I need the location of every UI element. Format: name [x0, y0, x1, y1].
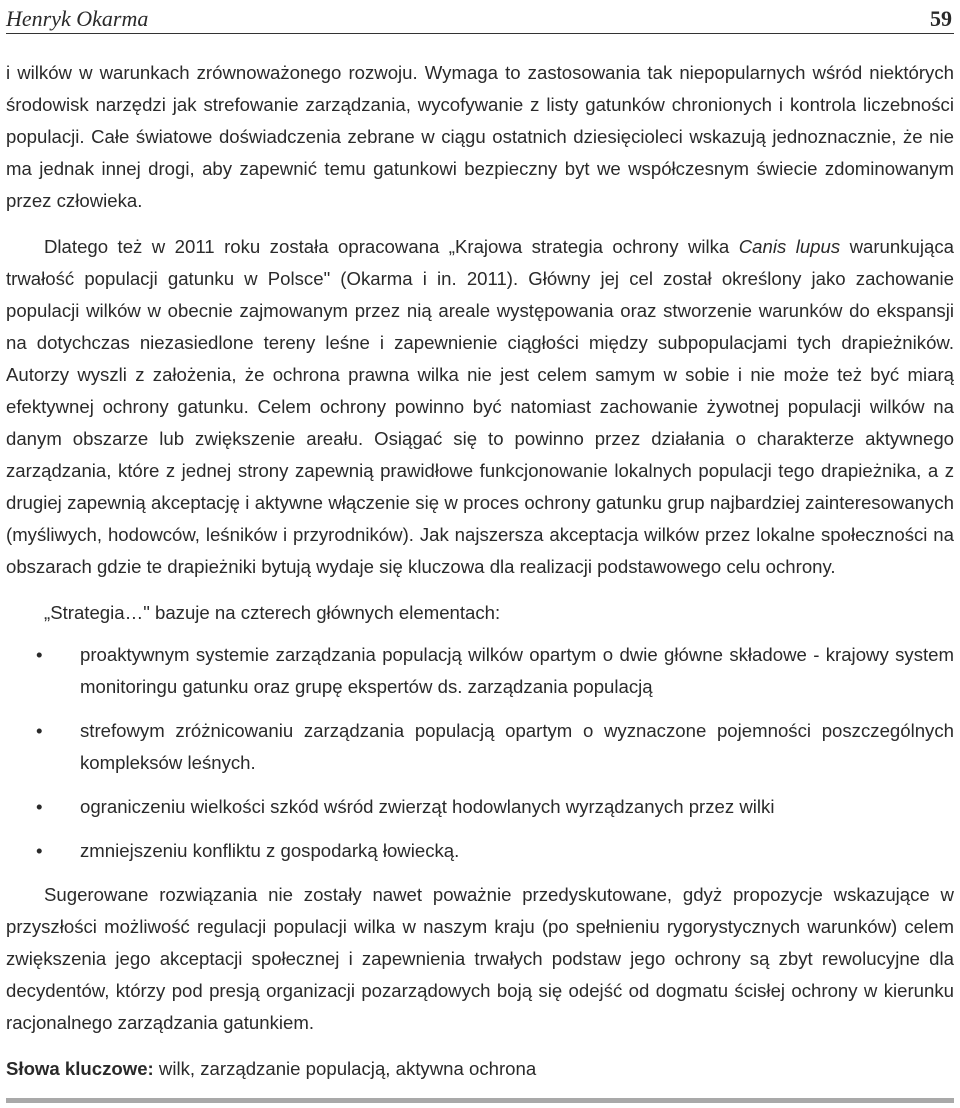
list-item — [6, 639, 954, 703]
running-header — [6, 2, 952, 32]
list-item — [6, 715, 954, 779]
paragraph-continuation: i wilków w warunkach zrównoważonego rozwoju. Wymaga to zastosowania tak niepopularnych wśród niektórych środowisk narzędzi jak strefowanie zarządzania, wycofywanie z listy gatunków chronionych i kontrola liczebności populacji. Całe światowe doświadczenia zebrane w ciągu ostatnich dziesięcioleci wskazują jednoznacznie, że nie ma jednak innej drogi, aby zapewnić temu gatunkowi bezpieczny byt we współczesnym świecie zdominowanym przez człowieka. — [6, 62, 954, 211]
bullet-marker: • — [36, 720, 43, 741]
paragraph-strategy-rest: warunkująca trwałość populacji gatunku w Polsce" (Okarma i in. 2011). Główny jej cel został określony jako zachowanie populacji wilków w obecnie zajmowanym przez nią areale występowania oraz stworzenie warunków do ekspansji na dotychczas niezasiedlone tereny leśne i zapewnienie ciągłości między subpopulacjami tych drapieżników. Autorzy wyszli z założenia, że ochrona prawna wilka nie jest celem samym w sobie i nie może też być miarą efektywnej ochrony gatunku. Celem ochrony powinno być natomiast zachowanie żywotnej populacji wilków na danym obszarze lub zwiększenie areału. Osiągać się to powinno przez działania o charakterze aktywnego zarządzania, które z jednej strony zapewnią prawidłowe funkcjonowanie lokalnych populacji tego drapieżnika, a z drugiej zapewnią akceptację i aktywne włączenie się w proces ochrony gatunku grup najbardziej zainteresowanych (myśliwych, hodowców, leśników i przyrodników). Jak najszersza akceptacja wilków przez lokalne społeczności na obszarach gdzie te drapieżniki bytują wydaje się kluczowa dla realizacji podstawowego celu ochrony. — [6, 236, 954, 577]
paragraph-conclusion: Sugerowane rozwiązania nie zostały nawet poważnie przedyskutowane, gdyż propozycje wskazujące w przyszłości możliwość regulacji populacji wilka w naszym kraju (po spełnieniu rygorystycznych warunków) celem zwiększenia jego akceptacji społecznej i zapewnienia trwałych podstaw jego ochrony są zbyt rewolucyjne dla decydentów, którzy pod presją organizacji pozarządowych boją się odejść od dogmatu ścisłej ochrony w kierunku racjonalnego zarządzania gatunkiem. — [6, 884, 954, 1033]
elements-list — [6, 639, 954, 867]
list-item — [6, 791, 954, 823]
header-author: Henryk Okarma — [6, 6, 149, 31]
footer-rule — [6, 1098, 954, 1103]
keywords-label: Słowa kluczowe: — [6, 1058, 154, 1079]
bullet-marker: • — [36, 644, 43, 665]
list-item-text: proaktywnym systemie zarządzania populacją wilków opartym o dwie główne składowe - krajowy system monitoringu gatunku oraz grupę ekspertów ds. zarządzania populacją — [80, 644, 954, 697]
list-item-text: zmniejszeniu konfliktu z gospodarką łowiecką. — [80, 840, 460, 861]
species-name: Canis lupus — [738, 236, 841, 257]
paragraph-elements-intro: „Strategia…" bazuje na czterech głównych elementach: — [44, 602, 501, 623]
paragraph-strategy-start: Dlatego też w 2011 roku została opracowana „Krajowa strategia ochrony wilka — [44, 236, 739, 257]
page-number: 59 — [930, 6, 952, 31]
list-item-text: ograniczeniu wielkości szkód wśród zwierząt hodowlanych wyrządzanych przez wilki — [80, 796, 775, 817]
bullet-marker: • — [36, 796, 43, 817]
list-item-text: strefowym zróżnicowaniu zarządzania populacją opartym o wyznaczone pojemności poszczególnych kompleksów leśnych. — [80, 720, 954, 773]
body-text — [6, 57, 954, 1085]
bullet-marker: • — [36, 840, 43, 861]
list-item — [6, 835, 954, 867]
header-rule — [6, 33, 954, 34]
keywords-value: wilk, zarządzanie populacją, aktywna ochrona — [153, 1058, 537, 1079]
keywords-line — [6, 1053, 954, 1085]
paragraph-strategy — [6, 231, 954, 583]
